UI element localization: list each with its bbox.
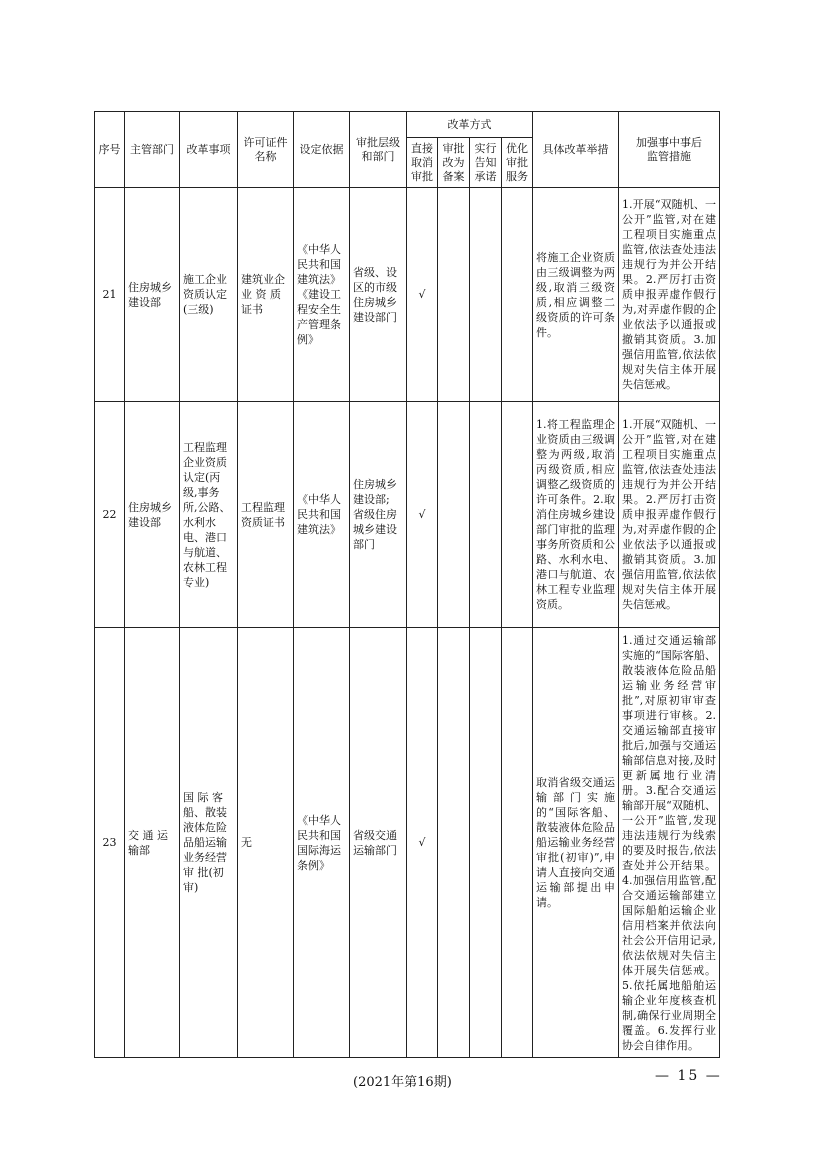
- commitment-cell: [470, 402, 502, 628]
- measures-cell: 取消省级交通运输部门实施的“国际客船、散装液体危险品船运输业务经营审批(初审)”,申请人直接向交通运输部提出申请。: [533, 628, 619, 1058]
- commitment-cell: [470, 188, 502, 402]
- basis-cell: 《中华人 民共和国 建筑法》 《建设工 程安全生 产管理条 例》: [294, 188, 350, 402]
- to-record-cell: [438, 402, 470, 628]
- cancel-check: √: [407, 188, 438, 402]
- header-to-record: 审批 改为 备案: [438, 138, 470, 188]
- department-cell: 住房城乡 建设部: [125, 402, 180, 628]
- license-name-cell: 工程监理 资质证书: [238, 402, 294, 628]
- seq-cell: 21: [95, 188, 125, 402]
- approval-level-cell: 省级、设 区的市级 住房城乡 建设部门: [350, 188, 407, 402]
- commitment-cell: [470, 628, 502, 1058]
- basis-cell: 《中华人 民共和国 建筑法》: [294, 402, 350, 628]
- table-row: [95, 402, 720, 628]
- issue-label: (2021年第16期): [353, 1075, 452, 1090]
- seq-cell: 22: [95, 402, 125, 628]
- license-name-cell: 建筑业企 业 资 质 证书: [238, 188, 294, 402]
- seq-cell: 23: [95, 628, 125, 1058]
- cancel-check: √: [407, 402, 438, 628]
- page-number: — 15 —: [655, 1068, 722, 1084]
- reform-table: [94, 111, 720, 1058]
- department-cell: 交 通 运 输部: [125, 628, 180, 1058]
- header-reform-method: 改革方式: [407, 112, 533, 138]
- header-item: 改革事项: [180, 112, 238, 188]
- optimize-cell: [502, 188, 533, 402]
- header-department: 主管部门: [125, 112, 180, 188]
- item-cell: 施工企业 资质认定 (三级): [180, 188, 238, 402]
- optimize-cell: [502, 628, 533, 1058]
- measures-cell: 将施工企业资质由三级调整为两级,取消三级资质,相应调整二级资质的许可条件。: [533, 188, 619, 402]
- license-name-cell: 无: [238, 628, 294, 1058]
- to-record-cell: [438, 188, 470, 402]
- header-basis: 设定依据: [294, 112, 350, 188]
- header-approval-level: 审批层级 和部门: [350, 112, 407, 188]
- header-supervision: 加强事中事后 监管措施: [619, 112, 720, 188]
- measures-cell: 1.将工程监理企业资质由三级调整为两级,取消丙级资质,相应调整乙级资质的许可条件。2.取消住房城乡建设部门审批的监理事务所资质和公路、水利水电、港口与航道、农林工程专业监理资质。: [533, 402, 619, 628]
- approval-level-cell: 住房城乡 建设部; 省级住房 城乡建设 部门: [350, 402, 407, 628]
- header-commitment: 实行 告知 承诺: [470, 138, 502, 188]
- item-cell: 工程监理 企业资质 认定(丙 级,事务 所,公路、 水利水 电、港口 与航道、 农林工程 专业): [180, 402, 238, 628]
- optimize-cell: [502, 402, 533, 628]
- approval-level-cell: 省级交通 运输部门: [350, 628, 407, 1058]
- supervision-cell: 1.开展“双随机、一公开”监管,对在建工程项目实施重点监管,依法查处违法违规行为并公开结果。2.严厉打击资质申报弄虚作假行为,对弄虚作假的企业依法予以通报或撤销其资质。3.加强信用监管,依法依规对失信主体开展失信惩戒。: [619, 402, 720, 628]
- table-row: [95, 188, 720, 402]
- department-cell: 住房城乡 建设部: [125, 188, 180, 402]
- item-cell: 国 际 客 船、散装 液体危险 品船运输 业务经营 审 批(初 审): [180, 628, 238, 1058]
- header-measures: 具体改革举措: [533, 112, 619, 188]
- cancel-check: √: [407, 628, 438, 1058]
- basis-cell: 《中华人 民共和国 国际海运 条例》: [294, 628, 350, 1058]
- header-cancel: 直接 取消 审批: [407, 138, 438, 188]
- to-record-cell: [438, 628, 470, 1058]
- header-license-name: 许可证件 名称: [238, 112, 294, 188]
- supervision-cell: 1.通过交通运输部实施的“国际客船、散装液体危险品船运输业务经营审批”,对原初审审查事项进行审核。2.交通运输部直接审批后,加强与交通运输部信息对接,及时更新属地行业清册。3.配合交通运输部开展“双随机、一公开”监管,发现违法违规行为线索的要及时报告,依法查处并公开结果。4.加强信用监管,配合交通运输部建立国际船舶运输企业信用档案并依法向社会公开信用记录,依法依规对失信主体开展失信惩戒。5.依托属地船舶运输企业年度核查机制,确保行业周期全覆盖。6.发挥行业协会自律作用。: [619, 628, 720, 1058]
- table-row: [95, 628, 720, 1058]
- header-optimize: 优化 审批 服务: [502, 138, 533, 188]
- header-seq: 序号: [95, 112, 125, 188]
- supervision-cell: 1.开展“双随机、一公开”监管,对在建工程项目实施重点监管,依法查处违法违规行为并公开结果。2.严厉打击资质申报弄虚作假行为,对弄虚作假的企业依法予以通报或撤销其资质。3.加强信用监管,依法依规对失信主体开展失信惩戒。: [619, 188, 720, 402]
